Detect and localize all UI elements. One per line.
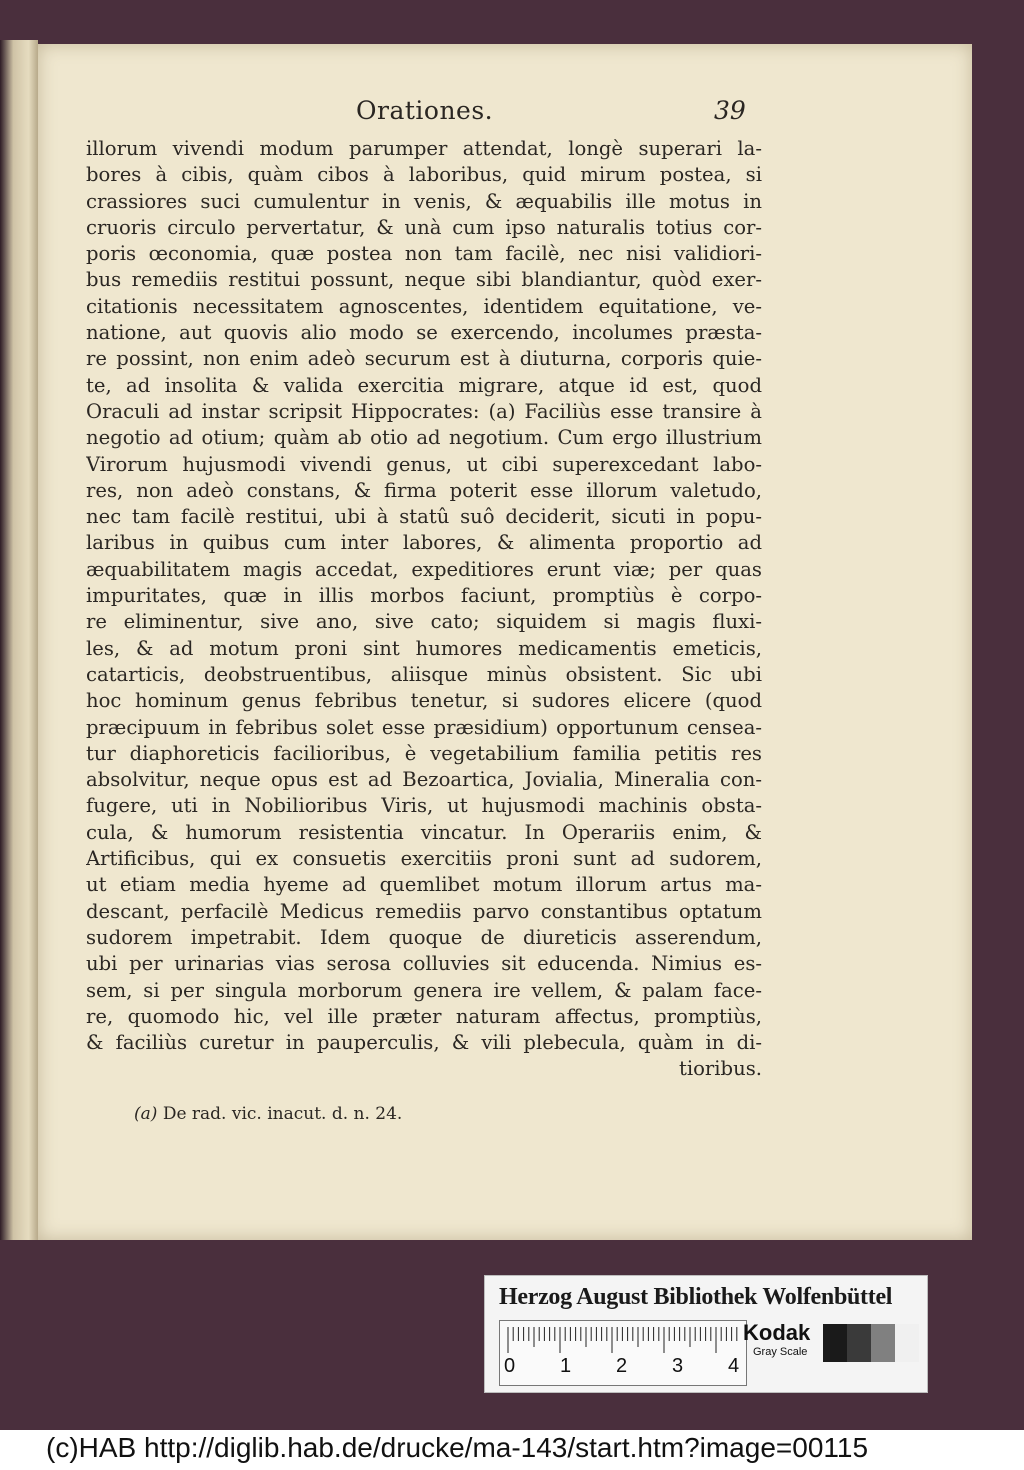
library-name: Herzog August Bibliothek Wolfenbüttel [499, 1284, 893, 1310]
text-line: Artificibus, qui ex consuetis exercitiis proni sunt ad sudorem, [86, 847, 762, 871]
ruler-number: 2 [616, 1355, 628, 1377]
text-line: poris œconomia, quæ postea non tam facilè, nec nisi validiori- [86, 242, 762, 266]
color-calibration-card [484, 1275, 928, 1393]
text-line: citationis necessitatem agnoscentes, identidem equitatione, ve- [86, 294, 762, 318]
text-line: & faciliùs curetur in pauperculis, & vili plebecula, quàm in di- [86, 1031, 762, 1055]
footnote-marker: (a) [134, 1104, 158, 1124]
kodak-logo: Kodak [743, 1320, 811, 1345]
ruler-numbers [500, 1355, 746, 1381]
text-line: hoc hominum genus febribus tenetur, si sudores elicere (quod [86, 689, 762, 713]
text-line: præcipuum in febribus solet esse præsidium) opportunum censea- [86, 715, 762, 739]
running-head [38, 96, 972, 136]
text-line: cula, & humorum resistentia vincatur. In Operariis enim, & [86, 820, 762, 844]
text-line: re eliminentur, sive ano, sive cato; siquidem si magis fluxi- [86, 610, 762, 634]
text-line: natione, aut quovis alio modo se exercendo, incolumes præsta- [86, 321, 762, 345]
text-line: res, non adeò constans, & firma poterit esse illorum valetudo, [86, 478, 762, 502]
text-line: ut etiam media hyeme ad quemlibet motum illorum artus ma- [86, 873, 762, 897]
gray-patch [847, 1324, 871, 1362]
text-line: æquabilitatem magis accedat, expeditiores erunt viæ; per quas [86, 557, 762, 581]
text-line: fugere, uti in Nobilioribus Viris, ut hujusmodi machinis obsta- [86, 794, 762, 818]
text-line: ubi per urinarias vias serosa colluvies sit educenda. Nimius es- [86, 952, 762, 976]
text-line: tur diaphoreticis facilioribus, è vegetabilium familia petitis res [86, 741, 762, 765]
text-line: tioribus. [678, 1057, 762, 1081]
gray-patch [895, 1324, 919, 1362]
text-line: nec tam facilè restitui, ubi à statû suô deciderit, sicuti in popu- [86, 505, 762, 529]
text-line: impuritates, quæ in illis morbos faciunt, promptiùs è corpo- [86, 584, 762, 608]
text-line: absolvitur, neque opus est ad Bezoartica, Jovialia, Mineralia con- [86, 768, 762, 792]
text-line: Virorum hujusmodi vivendi genus, ut cibi superexcedant labo- [86, 452, 762, 476]
text-line: catarticis, deobstruentibus, aliisque minùs obsistent. Sic ubi [86, 662, 762, 686]
adjacent-page-edge [0, 40, 38, 1240]
running-title: Orationes. [356, 96, 494, 125]
footnote-text: De rad. vic. inacut. d. n. 24. [162, 1104, 403, 1124]
text-line: laribus in quibus cum inter labores, & alimenta proportio ad [86, 531, 762, 555]
scale-ruler [499, 1320, 747, 1386]
ruler-number: 4 [728, 1355, 740, 1377]
text-line: sudorem impetrabit. Idem quoque de diureticis asserendum, [86, 925, 762, 949]
text-line: crassiores suci cumulentur in venis, & æquabilis ille motus in [86, 189, 762, 213]
text-line: re, quomodo hic, vel ille præter naturam affectus, promptiùs, [86, 1004, 762, 1028]
text-line: illorum vivendi modum parumper attendat, longè superari la- [86, 137, 762, 160]
text-line: te, ad insolita & valida exercitia migrare, atque id est, quod [86, 373, 762, 397]
text-line: re possint, non enim adeò securum est à diuturna, corporis quie- [86, 347, 762, 371]
ruler-number: 3 [672, 1355, 684, 1377]
text-line: cruoris circulo pervertatur, & unà cum ipso naturalis totius cor- [86, 215, 762, 239]
text-line: negotio ad otium; quàm ab otio ad negotium. Cum ergo illustrium [86, 426, 762, 450]
source-url[interactable]: (c)HAB http://diglib.hab.de/drucke/ma-143/start.htm?image=00115 [46, 1432, 869, 1463]
text-line: les, & ad motum proni sint humores medicamentis emeticis, [86, 636, 762, 660]
ruler-ticks [500, 1321, 746, 1355]
gray-scale-label: Gray Scale [753, 1346, 808, 1358]
footer-bar [0, 1430, 1024, 1470]
text-line: descant, perfacilè Medicus remediis parvo constantibus optatum [86, 899, 762, 923]
ruler-number: 1 [560, 1355, 572, 1377]
gray-scale-patches [823, 1324, 919, 1362]
book-page [38, 44, 972, 1240]
gray-patch [823, 1324, 847, 1362]
text-line: bores à cibis, quàm cibos à laboribus, quid mirum postea, si [86, 163, 762, 187]
text-line: Oraculi ad instar scripsit Hippocrates: (a) Faciliùs esse transire à [86, 399, 762, 423]
ruler-number: 0 [504, 1355, 516, 1377]
text-line: sem, si per singula morborum genera ire vellem, & palam face- [86, 978, 762, 1002]
text-line: bus remediis restitui possunt, neque sibi blandiantur, quòd exer- [86, 268, 762, 292]
footnote [134, 1104, 402, 1124]
body-text [86, 136, 762, 1083]
gray-patch [871, 1324, 895, 1362]
page-number: 39 [714, 96, 746, 125]
